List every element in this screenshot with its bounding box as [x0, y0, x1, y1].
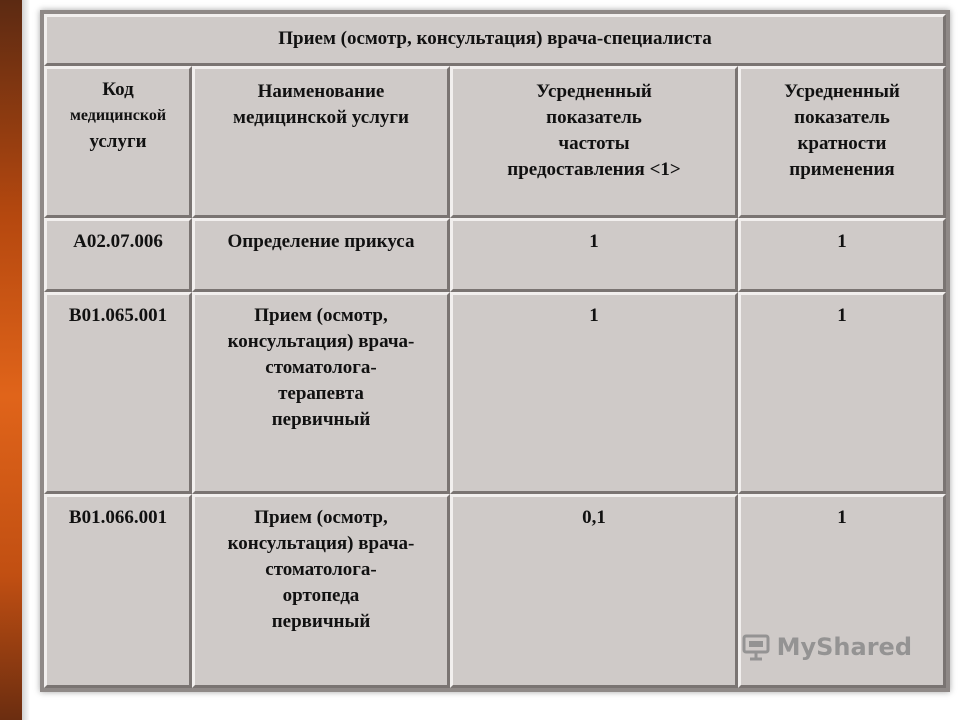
- header-multiplicity-line-4: применения: [789, 159, 895, 180]
- row-3-name-line-2: консультация) врача-: [227, 533, 415, 554]
- header-frequency-line-2: показатель: [546, 107, 642, 128]
- header-multiplicity: [738, 66, 946, 218]
- table-title: Прием (осмотр, консультация) врача-специалиста: [44, 14, 946, 66]
- header-frequency-line-4: предоставления <1>: [507, 159, 681, 180]
- header-multiplicity-line-3: кратности: [797, 133, 887, 154]
- row-3-name-line-3: стоматолога-: [265, 559, 377, 580]
- row-2-name: [192, 292, 450, 494]
- header-code-line-1: Код: [102, 79, 134, 100]
- row-3-name-line-5: первичный: [271, 611, 371, 632]
- row-2-name-line-3: стоматолога-: [265, 357, 377, 378]
- presentation-icon: [741, 632, 771, 662]
- row-3-frequency: 0,1: [450, 494, 738, 688]
- watermark-text: MyShared: [776, 633, 912, 661]
- row-3-name-line-4: ортопеда: [282, 585, 360, 606]
- header-frequency: [450, 66, 738, 218]
- header-multiplicity-line-1: Усредненный: [784, 81, 900, 102]
- row-2-frequency: 1: [450, 292, 738, 494]
- watermark: [741, 632, 912, 662]
- left-accent-bar: [0, 0, 22, 720]
- row-1-multiplicity: 1: [738, 218, 946, 292]
- row-1-code: А02.07.006: [44, 218, 192, 292]
- header-name: [192, 66, 450, 218]
- header-code-line-3: услуги: [89, 131, 147, 152]
- header-frequency-line-1: Усредненный: [536, 81, 652, 102]
- row-2-name-line-2: консультация) врача-: [227, 331, 415, 352]
- row-3-code: В01.066.001: [44, 494, 192, 688]
- row-3-name-line-1: Прием (осмотр,: [254, 507, 388, 528]
- header-name-line-1: Наименование: [257, 81, 385, 102]
- row-2-multiplicity: 1: [738, 292, 946, 494]
- header-code: [44, 66, 192, 218]
- row-1-name: [192, 218, 450, 292]
- header-multiplicity-line-2: показатель: [794, 107, 890, 128]
- row-1-name-line-1: Определение прикуса: [227, 231, 415, 252]
- row-1-frequency: 1: [450, 218, 738, 292]
- row-2-name-line-5: первичный: [271, 409, 371, 430]
- row-3-name: [192, 494, 450, 688]
- row-2-name-line-1: Прием (осмотр,: [254, 305, 388, 326]
- row-2-name-line-4: терапевта: [278, 383, 364, 404]
- services-table: [40, 10, 950, 692]
- header-name-line-2: медицинской услуги: [233, 107, 409, 128]
- row-3-multiplicity: 1: [738, 494, 946, 688]
- row-2-code: В01.065.001: [44, 292, 192, 494]
- header-frequency-line-3: частоты: [558, 133, 630, 154]
- header-code-line-2: медицинской: [69, 107, 167, 124]
